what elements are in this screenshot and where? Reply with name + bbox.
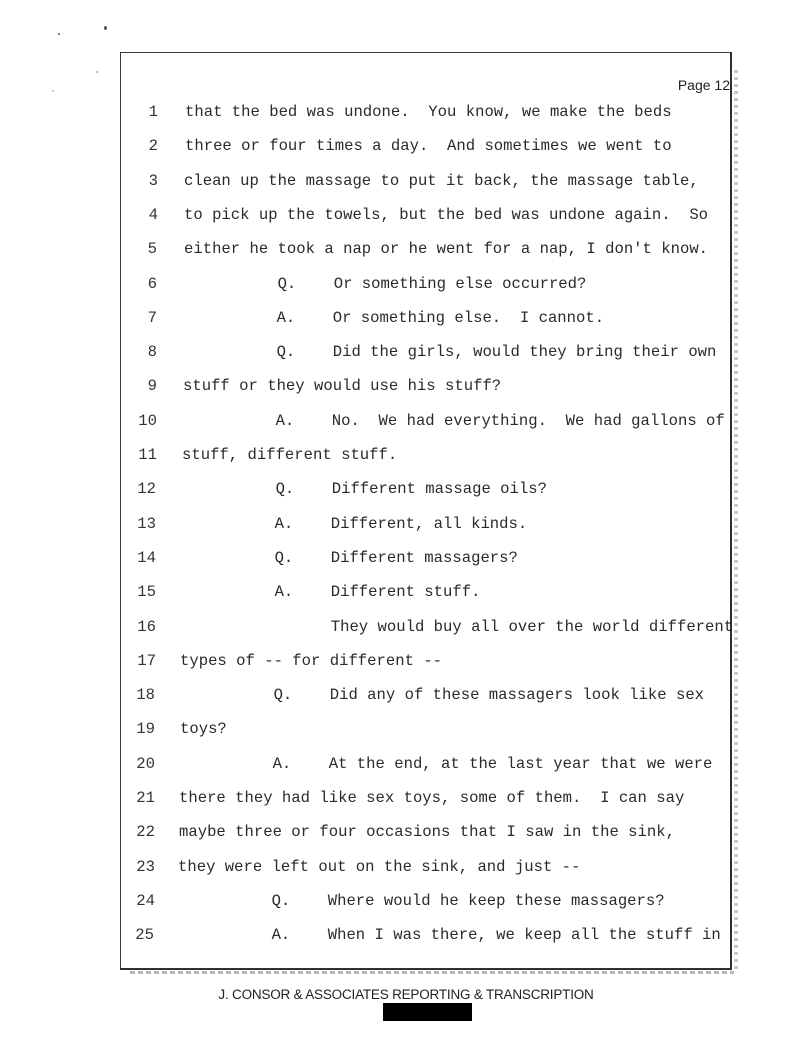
transcript-line: stuff, different stuff. xyxy=(182,446,398,464)
line-number: 17 xyxy=(137,652,156,670)
transcript-line: Q. Different massagers? xyxy=(181,549,518,567)
transcript-line: either he took a nap or he went for a nap, I don't know. xyxy=(184,240,709,258)
line-number: 14 xyxy=(137,549,156,567)
scan-edge-bottom xyxy=(130,971,734,974)
line-number: 3 xyxy=(148,172,158,190)
scan-speck xyxy=(52,90,54,92)
line-number: 18 xyxy=(136,686,155,704)
line-number: 19 xyxy=(136,720,155,738)
transcript-line: A. Or something else. I cannot. xyxy=(183,309,605,327)
line-number: 1 xyxy=(148,103,158,121)
footer-reporter-name: J. CONSOR & ASSOCIATES REPORTING & TRANSCRIPTION xyxy=(218,987,594,1002)
line-number: 13 xyxy=(137,515,156,533)
line-number: 12 xyxy=(137,480,156,498)
scan-speck xyxy=(104,26,107,30)
transcript-line: toys? xyxy=(180,720,227,738)
line-number: 11 xyxy=(138,446,157,464)
line-number: 20 xyxy=(136,755,155,773)
transcript-line: Q. Did the girls, would they bring their own xyxy=(183,343,717,361)
line-number: 6 xyxy=(147,275,157,293)
transcript-line: to pick up the towels, but the bed was undone again. So xyxy=(184,206,709,224)
line-number: 4 xyxy=(148,206,158,224)
line-number: 25 xyxy=(135,926,154,944)
line-number: 7 xyxy=(147,309,157,327)
scan-speck xyxy=(96,71,98,73)
scan-edge-right xyxy=(734,70,738,970)
page-number: Page 12 xyxy=(677,77,730,93)
transcript-line: They would buy all over the world different xyxy=(181,618,734,636)
transcript-line: they were left out on the sink, and just -- xyxy=(178,858,581,876)
transcript-line: Q. Where would he keep these massagers? xyxy=(178,892,665,910)
transcript-line: clean up the massage to put it back, the massage table, xyxy=(184,172,699,190)
line-number: 2 xyxy=(148,137,158,155)
transcript-line: A. No. We had everything. We had gallons of xyxy=(182,412,725,430)
transcript-line: A. At the end, at the last year that we were xyxy=(179,755,713,773)
line-number: 5 xyxy=(147,240,157,258)
line-number: 21 xyxy=(136,789,155,807)
line-number: 22 xyxy=(136,823,155,841)
transcript-line: three or four times a day. And sometimes we went to xyxy=(185,137,672,155)
line-number: 24 xyxy=(136,892,155,910)
transcript-line: types of -- for different -- xyxy=(180,652,443,670)
transcript-line: Q. Different massage oils? xyxy=(182,480,547,498)
line-number: 16 xyxy=(137,618,156,636)
transcript-line: A. Different stuff. xyxy=(181,583,481,601)
line-number: 8 xyxy=(147,343,157,361)
line-number: 10 xyxy=(138,412,157,430)
scan-speck xyxy=(58,33,60,35)
line-number: 9 xyxy=(147,377,157,395)
line-number: 23 xyxy=(136,858,155,876)
transcript-line: stuff or they would use his stuff? xyxy=(183,377,502,395)
transcript-line: A. Different, all kinds. xyxy=(181,515,528,533)
transcript-line: there they had like sex toys, some of them. I can say xyxy=(179,789,685,807)
redaction-box xyxy=(383,1003,472,1021)
transcript-line: A. When I was there, we keep all the stuff in xyxy=(178,926,721,944)
transcript-line: Q. Did any of these massagers look like sex xyxy=(180,686,705,704)
transcript-line: maybe three or four occasions that I saw in the sink, xyxy=(179,823,675,841)
transcript-line: Q. Or something else occurred? xyxy=(184,275,587,293)
line-number: 15 xyxy=(137,583,156,601)
transcript-line: that the bed was undone. You know, we make the beds xyxy=(185,103,672,121)
